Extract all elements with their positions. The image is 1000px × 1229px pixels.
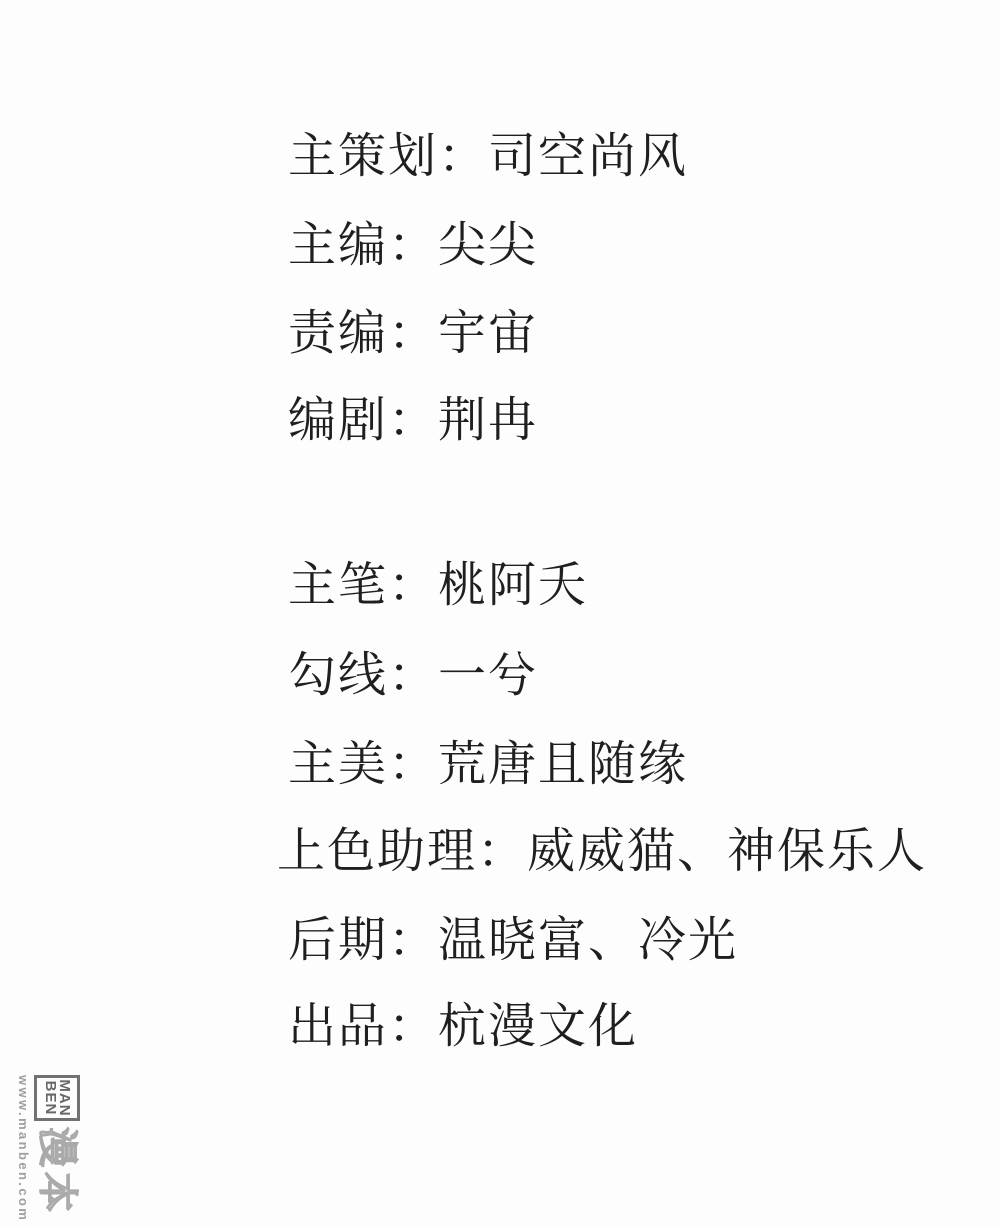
credit-line-coloring-assistants: 上色助理：威威猫、神保乐人 (277, 825, 928, 878)
credit-line-lead-artist: 主笔：桃阿夭 (288, 559, 589, 612)
manben-logo-box-line1: MAN (56, 1079, 74, 1117)
manben-watermark (16, 1075, 80, 1223)
credit-line-art-director: 主美：荒唐且随缘 (288, 738, 689, 791)
manben-logo-icon (34, 1075, 80, 1121)
credit-line-editor-in-chief: 主编：尖尖 (288, 219, 539, 272)
credit-line-producer: 出品：杭漫文化 (288, 1000, 639, 1053)
credit-line-post-production: 后期：温晓富、冷光 (288, 914, 739, 967)
manben-logo-row (34, 1075, 80, 1223)
manben-logo-cjk: 漫本 (35, 1127, 79, 1217)
manben-logo-box-line2: BEN (42, 1080, 59, 1116)
credit-line-line-art: 勾线：一兮 (288, 649, 539, 702)
manben-url: www.manben.com (16, 1075, 31, 1223)
credit-line-responsible-editor: 责编：宇宙 (288, 307, 539, 360)
credit-line-screenwriter: 编剧：荆冉 (288, 394, 539, 447)
credit-line-chief-planner: 主策划：司空尚风 (288, 130, 689, 183)
